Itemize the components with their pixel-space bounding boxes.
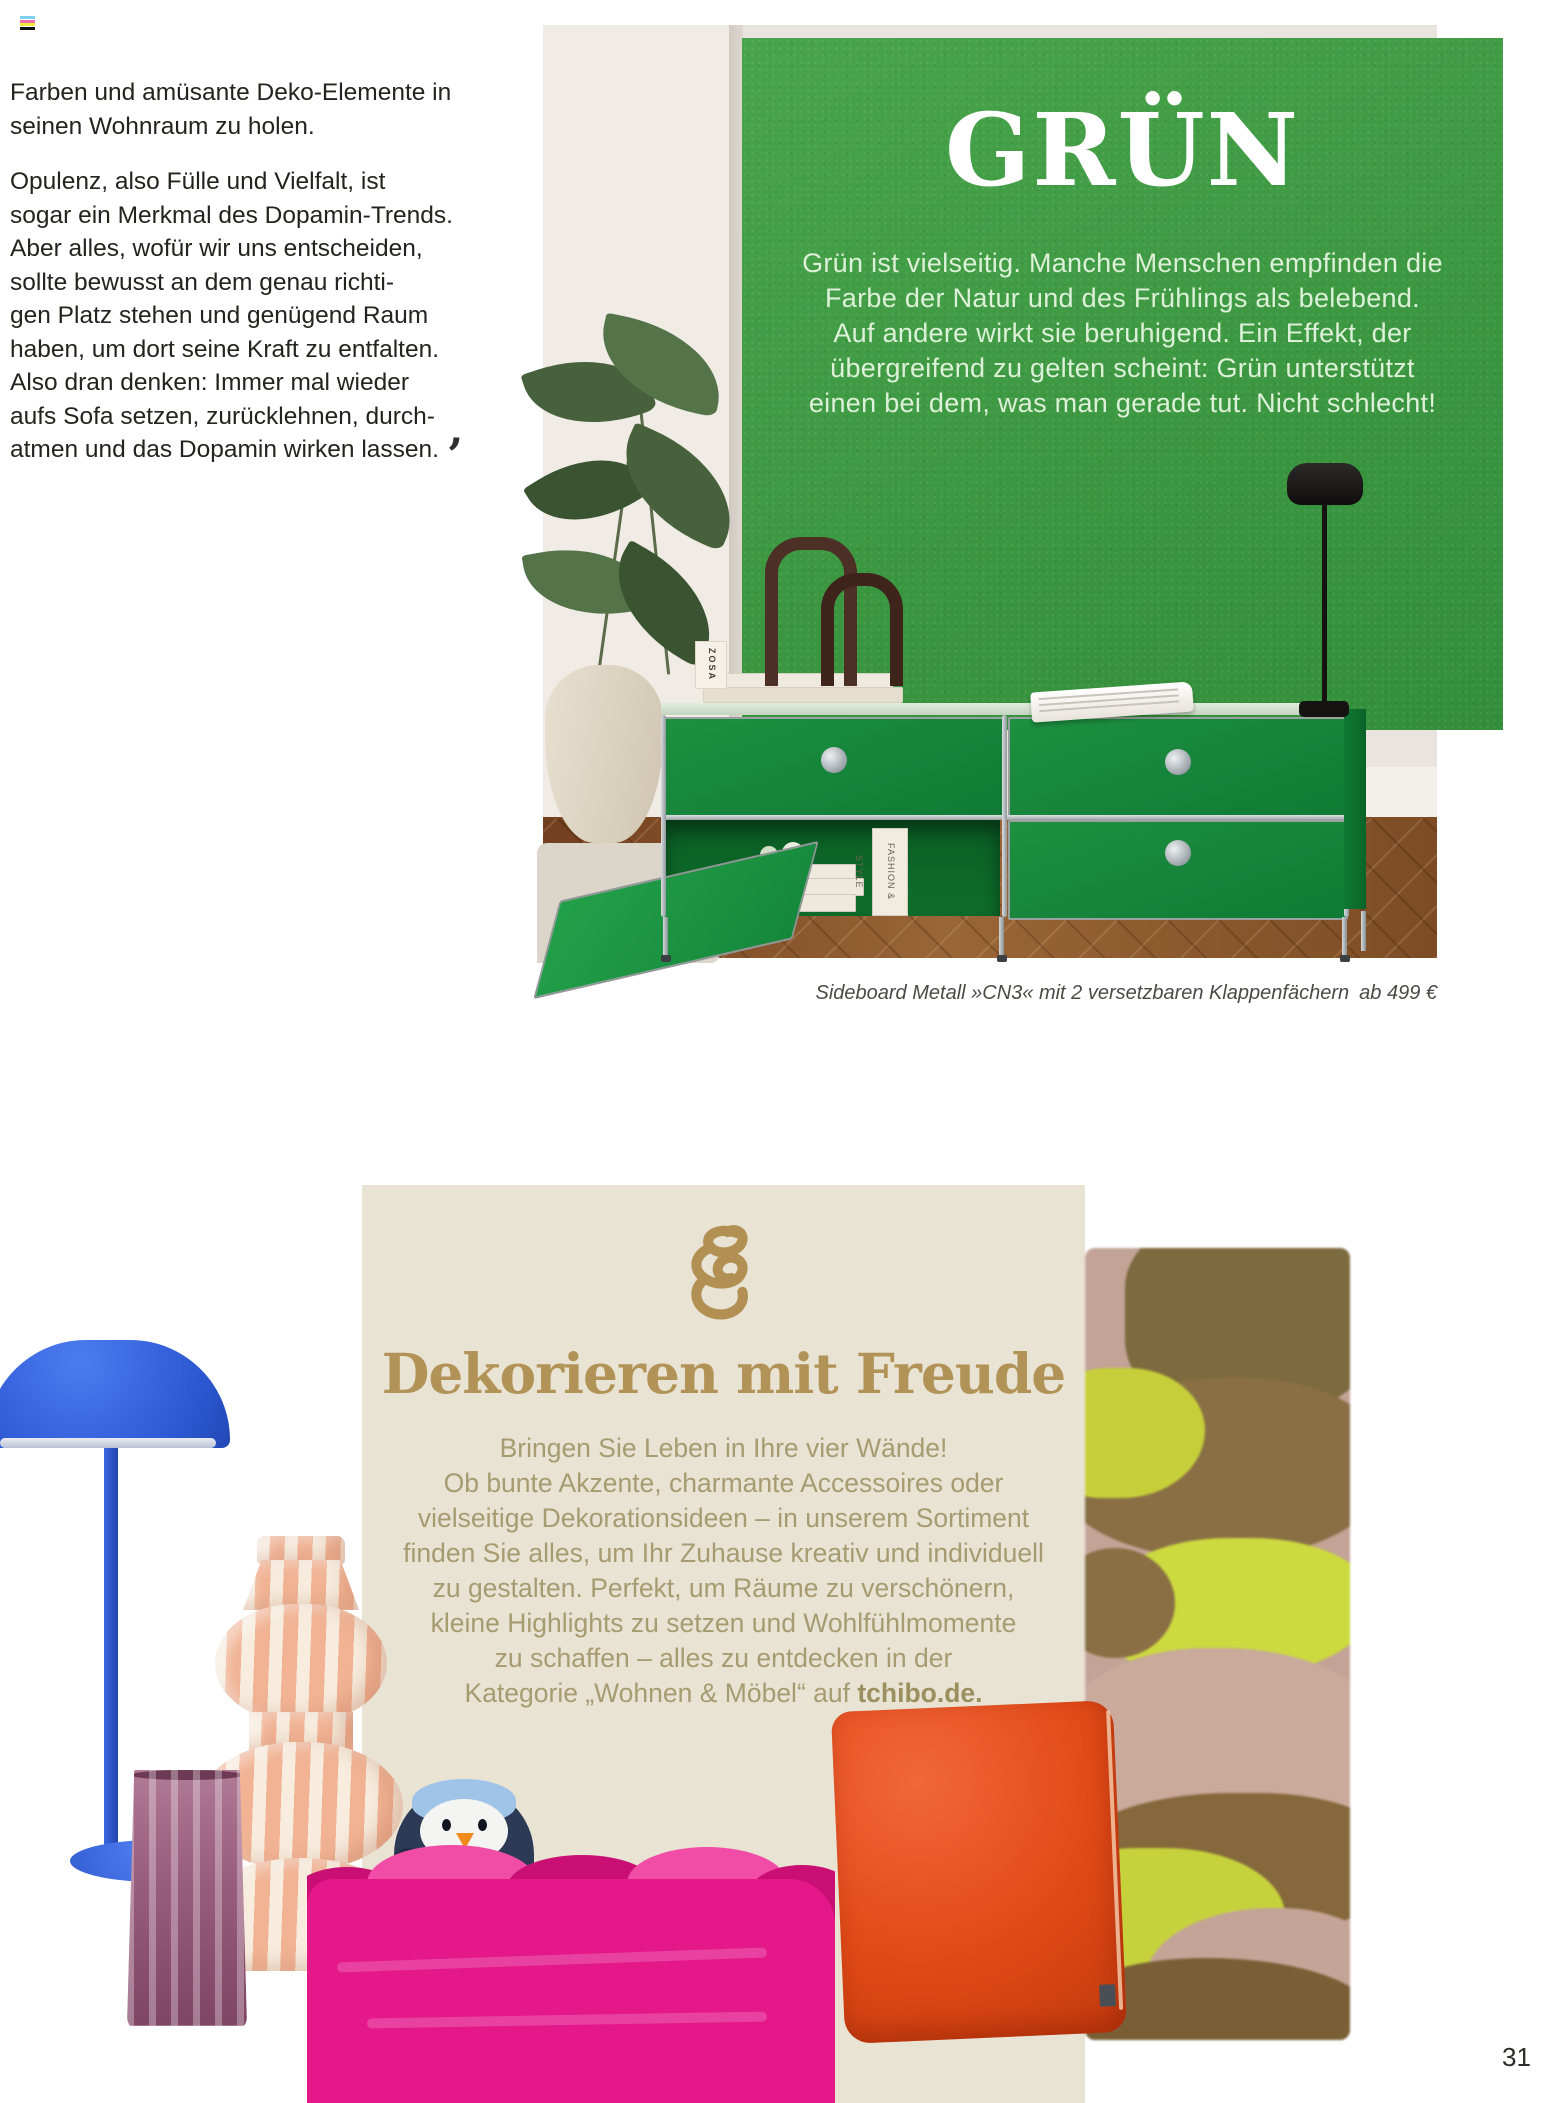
- print-bar-black: [20, 27, 35, 30]
- promo-line-text: Kategorie „Wohnen & Möbel“ auf: [464, 1678, 858, 1708]
- sideboard-drawer-upper: [1008, 717, 1348, 819]
- article-text-column: [10, 76, 488, 489]
- black-table-lamp-base: [1299, 701, 1349, 717]
- pink-fitted-sheet: [307, 1845, 835, 2103]
- vase-tier-1: [215, 1604, 387, 1722]
- article-line-text: atmen und das Dopamin wirken lassen.: [10, 436, 439, 463]
- caption-text: Sideboard Metall »CN3« mit 2 versetzbaren Klappenfächern: [815, 982, 1350, 1004]
- article-paragraph-1: [10, 76, 488, 143]
- caption-price: ab 499 €: [1359, 982, 1437, 1004]
- feature-paragraph: [742, 246, 1503, 421]
- promo-heading: Dekorieren mit Freude: [381, 1341, 1066, 1406]
- promo-line: zu gestalten. Perfekt, um Räume zu verschönern,: [432, 1573, 1015, 1603]
- article-line: aufs Sofa setzen, zurücklehnen, durch-: [10, 402, 435, 430]
- sideboard-leg: [999, 917, 1004, 957]
- sideboard-foot: [661, 955, 671, 962]
- closing-quote-mark: ’: [446, 428, 463, 482]
- sideboard-flap-door: [664, 717, 1004, 819]
- article-line: seinen Wohnraum zu holen.: [10, 112, 315, 140]
- book: [703, 687, 903, 703]
- promo-line: vielseitige Dekorationsideen – in unserem Sortiment: [417, 1503, 1030, 1533]
- penguin-eye: [478, 1819, 487, 1831]
- promo-line: finden Sie alles, um Ihr Zuhause kreativ und individuell: [403, 1538, 1044, 1568]
- sideboard-drawer-lower: [1008, 820, 1348, 920]
- green-sideboard: [661, 703, 1349, 961]
- article-line: Also dran denken: Immer mal wieder: [10, 369, 409, 396]
- feature-line: Auf andere wirkt sie beruhigend. Ein Effekt, der: [833, 318, 1412, 348]
- tchibo-logo-icon: [362, 1223, 1085, 1340]
- black-table-lamp-stem: [1322, 503, 1327, 705]
- blue-mushroom-lamp-shade: [0, 1340, 230, 1448]
- arch-candle: [821, 573, 903, 686]
- shelf-book-spine: FASHION & STYLE: [872, 828, 908, 916]
- sideboard-leg: [663, 917, 668, 957]
- patterned-rug: [1085, 1248, 1350, 2040]
- sideboard-side-panel: [1344, 709, 1366, 909]
- black-table-lamp-shade: [1287, 463, 1363, 505]
- penguin-eye: [442, 1819, 451, 1831]
- promo-paragraph: [362, 1431, 1085, 1711]
- promo-line: Bringen Sie Leben in Ihre vier Wände!: [499, 1433, 948, 1463]
- orange-velvet-cushion: [831, 1700, 1127, 2044]
- feature-line: Grün ist vielseitig. Manche Menschen empfinden die: [802, 248, 1443, 278]
- plant-pot: [545, 665, 663, 843]
- article-line: haben, um dort seine Kraft zu entfalten.: [10, 335, 440, 363]
- sideboard-foot: [997, 955, 1007, 962]
- book-spine: ZOSA: [695, 641, 727, 689]
- article-line: Farben und amüsante Deko-Elemente in: [10, 79, 452, 106]
- sideboard-knob: [1165, 749, 1191, 775]
- blue-mushroom-lamp-stem: [104, 1446, 118, 1846]
- blue-mushroom-lamp-rim: [0, 1438, 216, 1448]
- sideboard-leg: [1361, 911, 1366, 951]
- sideboard-knob: [1165, 840, 1191, 866]
- article-line: Opulenz, also Fülle und Vielfalt, ist: [10, 168, 386, 195]
- vase-rim: [257, 1536, 345, 1564]
- feature-line: übergreifend zu gelten scheint: Grün unterstützt: [830, 353, 1415, 383]
- article-line: sollte bewusst an dem genau richti-: [10, 268, 395, 296]
- print-registration-mark: [20, 16, 35, 30]
- vase-neck: [243, 1560, 359, 1610]
- article-line: Aber alles, wofür wir uns entscheiden,: [10, 235, 423, 262]
- feature-line: einen bei dem, was man gerade tut. Nicht schlecht!: [808, 388, 1437, 418]
- tchibo-url-text: tchibo.de.: [857, 1678, 983, 1708]
- room-photo: [543, 25, 1443, 958]
- photo-caption: [543, 982, 1437, 1005]
- article-line: sogar ein Merkmal des Dopamin-Trends.: [10, 201, 453, 229]
- sheet-body: [307, 1879, 835, 2103]
- promo-line: Ob bunte Akzente, charmante Accessoires oder: [443, 1468, 1004, 1498]
- plum-crystal-glass: [127, 1770, 247, 2031]
- article-paragraph-2: [10, 165, 488, 482]
- promo-line: zu schaffen – alles zu entdecken in der: [494, 1643, 953, 1673]
- feature-headline: GRÜN: [944, 91, 1301, 209]
- sideboard-knob: [821, 747, 847, 773]
- article-line: gen Platz stehen und genügend Raum: [10, 302, 429, 329]
- cushion-tag: [1099, 1984, 1116, 2007]
- sideboard-leg: [1342, 917, 1347, 957]
- page-number: 31: [1502, 2042, 1531, 2072]
- sideboard-chrome-post: [661, 715, 666, 917]
- sideboard-chrome-post: [1002, 715, 1007, 917]
- promo-line: kleine Highlights zu setzen und Wohlfühlmomente: [430, 1608, 1017, 1638]
- sideboard-top-board: [661, 703, 1349, 715]
- feature-line: Farbe der Natur und des Frühlings als belebend.: [825, 283, 1420, 313]
- sideboard-foot: [1340, 955, 1350, 962]
- article-line: [10, 428, 488, 482]
